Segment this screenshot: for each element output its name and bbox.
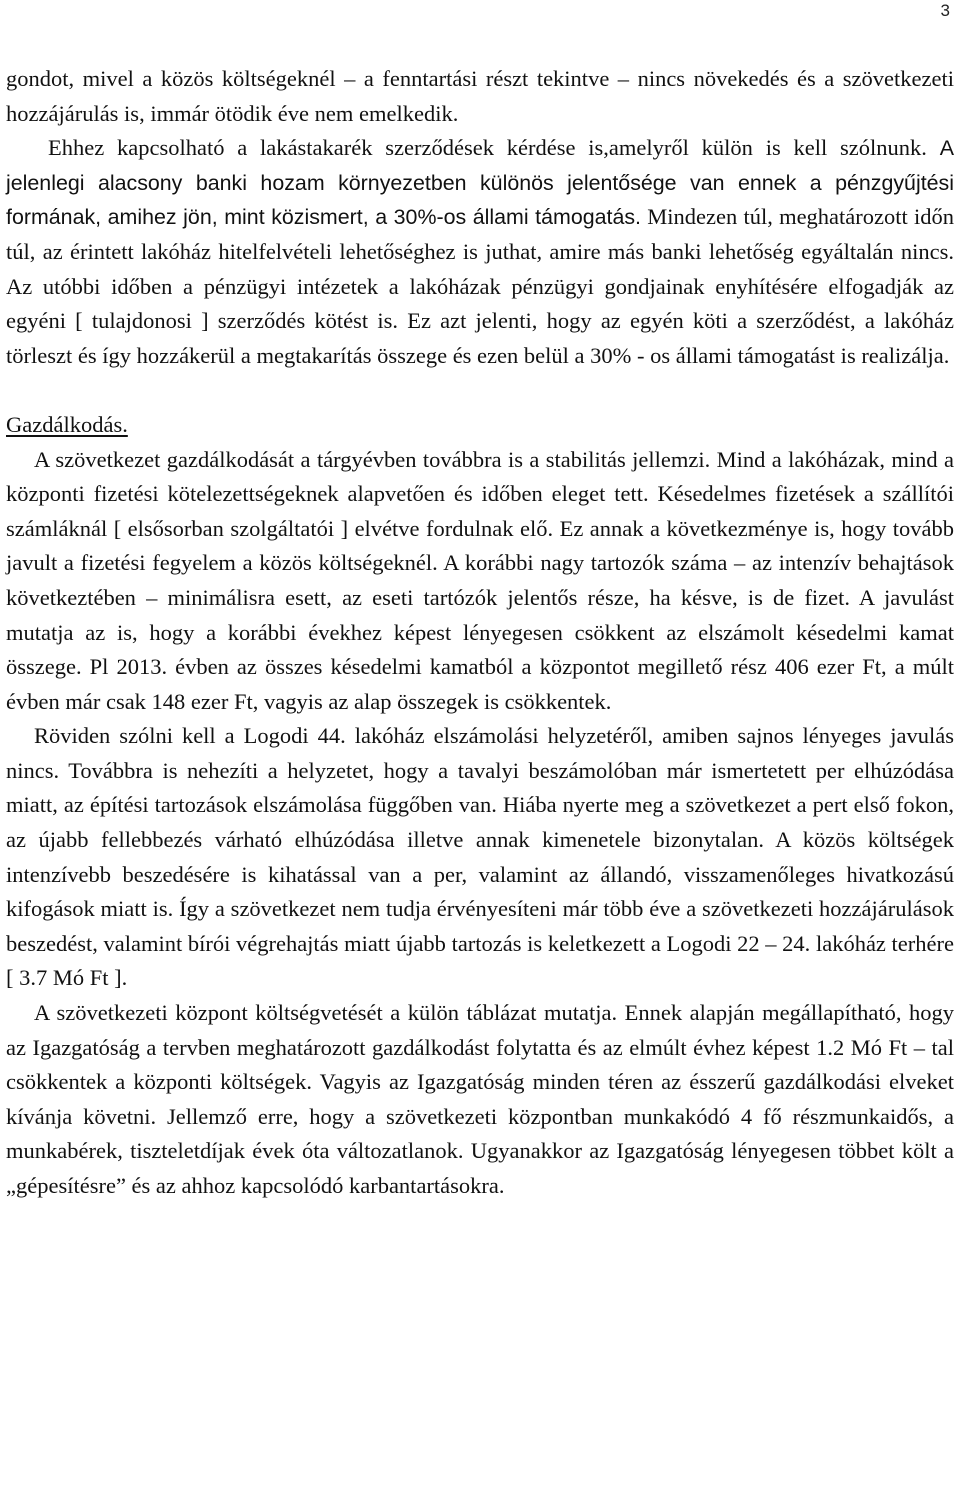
savings-sentence-5: Ez azt jelenti, hogy az egyén köti a szerződést, a lakóház törleszt és így hozzákerül a megtakarítás összege és ezen belül a 30% - os állami támogatást is realizálja. <box>6 308 954 368</box>
document-body <box>6 62 954 1204</box>
intro-paragraph: gondot, mivel a közös költségeknél – a fenntartási részt tekintve – nincs növekedés és a szövetkezeti hozzájárulás is, immár ötödik éve nem emelkedik. <box>6 66 954 126</box>
savings-sentence-1: Ehhez kapcsolható a lakástakarék szerződések kérdése is,amelyről külön is kell szólnunk. <box>48 135 927 161</box>
section-heading: Gazdálkodás. <box>6 411 128 437</box>
management-paragraph: A szövetkezet gazdálkodását a tárgyévben továbbra is a stabilitás jellemzi. Mind a lakóházak, mind a központi fizetési kötelezettségeknek alapvetően és időben eleget tett. Késedelmes fizetések a szállítói számláknál [ elsősorban szolgáltatói ] elvétve fordulnak elő. Ez annak a következménye is, hogy tovább javult a fizetési fegyelem a közös költségeknél. A korábbi nagy tartozók száma – az intenzív behajtások következtében – minimálisra esett, az eseti tartózók jelentős része, ha késve, is de fizet. A javulást mutatja az is, hogy a korábbi évekhez képest lényegesen csökkent az elszámolt késedelmi kamat összege. Pl 2013. évben az összes késedelmi kamatból a központot megillető rész 406 ezer Ft, a múlt évben már csak 148 ezer Ft, vagyis az alap összegek is csökkentek. <box>6 446 954 714</box>
savings-paragraph <box>6 131 954 373</box>
savings-sentence-4: Az utóbbi időben a pénzügyi intézetek a lakóházak pénzügyi gondjainak enyhítésére elfogadják az egyéni [ tulajdonosi ] szerződés kötést is. <box>6 273 954 334</box>
logodi-paragraph: Röviden szólni kell a Logodi 44. lakóház elszámolási helyzetéről, amiben sajnos lényeges javulás nincs. Továbbra is nehezíti a helyzetet, hogy a tavalyi beszámolóban már ismertetett per elhúzódása miatt, az építési tartozások elszámolása függőben van. Hiába nyerte meg a szövetkezet a pert első fokon, az újabb fellebbezés várható elhúzódása illetve annak kimenetele bizonytalan. A közös költségek intenzívebb beszedésére is kihatással van a per, valamint az állandó, visszamenőleges hivatkozású kifogások miatt is. Így a szövetkezet nem tudja érvényesíteni már több éve a szövetkezeti hozzájárulások beszedést, valamint bírói végrehajtás miatt újabb tartozás is keletkezett a Logodi 22 – 24. lakóház terhére [ 3.7 Mó Ft ]. <box>6 723 954 991</box>
savings-sentence-2: A jelenlegi alacsony banki hozam környezetben különös jelentősége van ennek a pénzgyűjtési formának, amihez jön, mint közismert, a 30%-os állami támogatás. <box>6 136 954 230</box>
savings-sentence-3: Mindezen túl, meghatározott időn túl, az érintett lakóház hitelfelvételi lehetőséghez is juthat, amire más banki lehetőség egyáltalán nincs. <box>6 204 955 264</box>
page-number: 3 <box>940 1 950 20</box>
budget-paragraph: A szövetkezeti központ költségvetését a külön táblázat mutatja. Ennek alapján megállapítható, hogy az Igazgatóság a tervben meghatározott gazdálkodást folytatta és az elmúlt évhez képest 1.2 Mó Ft – tal csökkentek a központi költségek. Vagyis az Igazgatóság minden téren az ésszerű gazdálkodási elveket kívánja követni. Jellemző erre, hogy a szövetkezeti központban munkakódó 4 fő részmunkaidős, a munkabérek, tiszteletdíjak évek óta változatlanok. Ugyanakkor az Igazgatóság lényegesen többet költ a „gépesítésre” és az ahhoz kapcsolódó karbantartásokra. <box>6 1000 954 1198</box>
